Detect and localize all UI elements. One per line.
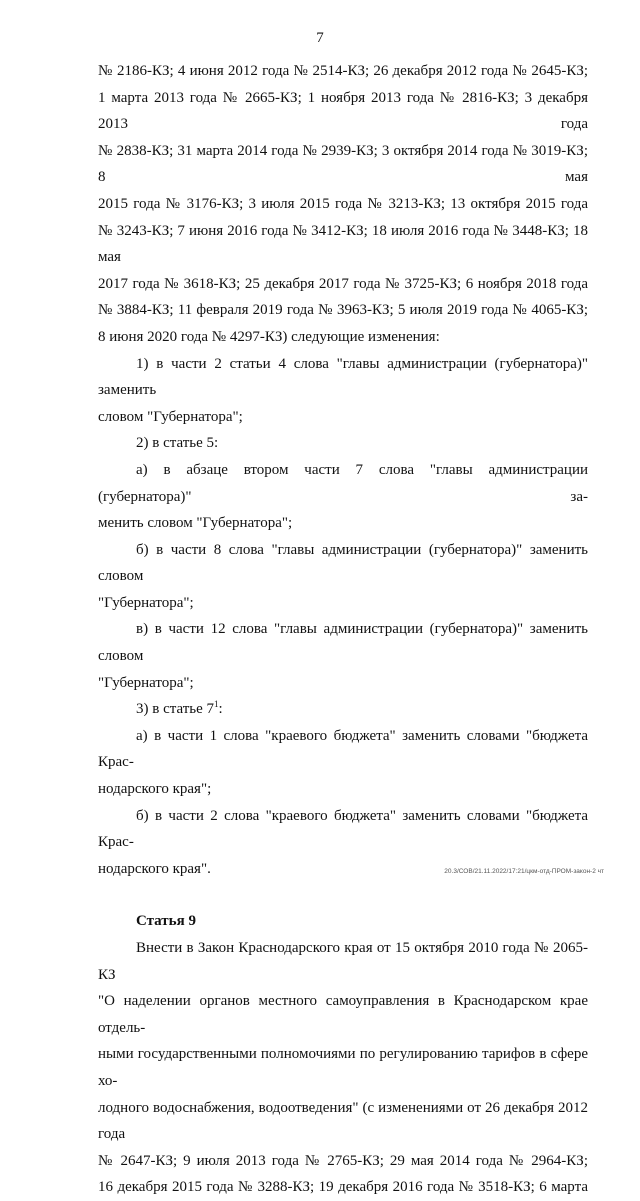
article-text-line: лодного водоснабжения, водоотведения" (с изменениями от 26 декабря 2012 года — [98, 1099, 588, 1143]
amendment-subitem-cont: "Губернатора"; — [98, 594, 194, 611]
amendment-item: 1) в части 2 статьи 4 слова "главы администрации (губернатора)" заменить — [98, 355, 588, 399]
amendment-item: 2) в статье 5: — [136, 435, 219, 452]
item-text: 3) в статье 7 — [136, 701, 215, 718]
article-text-line: Внести в Закон Краснодарского края от 15 октября 2010 года № 2065-КЗ — [98, 940, 588, 983]
amendment-item — [98, 696, 588, 723]
article-text-line: 16 декабря 2015 года № 3288-КЗ; 19 декабря 2016 года № 3518-КЗ; 6 марта — [98, 1179, 588, 1196]
amendment-subitem-cont: нодарского края"; — [98, 781, 212, 798]
article-text-line: "О наделении органов местного самоуправления в Краснодарском крае отдель- — [98, 993, 588, 1036]
article-heading: Статья 9 — [136, 913, 196, 930]
text-line: 1 марта 2013 года № 2665-КЗ; 1 ноября 2013 года № 2816-КЗ; 3 декабря 2013 года — [98, 89, 588, 133]
text-line: № 2838-КЗ; 31 марта 2014 года № 2939-КЗ; 3 октября 2014 года № 3019-КЗ; 8 мая — [98, 142, 588, 186]
text-line: № 3243-КЗ; 7 июня 2016 года № 3412-КЗ; 18 июля 2016 года № 3448-КЗ; 18 мая — [98, 222, 588, 266]
text-line: 8 июня 2020 года № 4297-КЗ) следующие изменения: — [98, 328, 440, 345]
amendment-subitem-cont: "Губернатора"; — [98, 674, 194, 691]
footer-code: 20.3/СОВ/21.11.2022/17:21/цкм-отд-ПРОМ-закон-2 чт — [444, 868, 604, 875]
document-body — [98, 58, 588, 1201]
superscript: 1 — [214, 699, 219, 710]
text-line: 2017 года № 3618-КЗ; 25 декабря 2017 года № 3725-КЗ; 6 ноября 2018 года — [98, 275, 588, 292]
text-line: № 2186-КЗ; 4 июня 2012 года № 2514-КЗ; 26 декабря 2012 года № 2645-КЗ; — [98, 63, 588, 79]
text-line: № 3884-КЗ; 11 февраля 2019 года № 3963-КЗ; 5 июля 2019 года № 4065-КЗ; — [98, 302, 588, 319]
amendment-subitem: а) в абзаце втором части 7 слова "главы администрации (губернатора)" за- — [98, 461, 588, 505]
amendment-subitem: б) в части 8 слова "главы администрации (губернатора)" заменить словом — [98, 541, 588, 585]
amendment-subitem-cont: менить словом "Губернатора"; — [98, 515, 293, 532]
item-text-tail: : — [218, 701, 223, 718]
page-number: 7 — [316, 30, 324, 46]
article-text-line: ными государственными полномочиями по регулированию тарифов в сфере хо- — [98, 1046, 588, 1089]
amendment-subitem-cont: нодарского края". — [98, 860, 211, 877]
text-line: 2015 года № 3176-КЗ; 3 июля 2015 года № 3213-КЗ; 13 октября 2015 года — [98, 195, 588, 212]
amendment-subitem: а) в части 1 слова "краевого бюджета" заменить словами "бюджета Крас- — [98, 727, 588, 771]
amendment-subitem: в) в части 12 слова "главы администрации (губернатора)" заменить словом — [98, 621, 588, 665]
article-text-line: № 2647-КЗ; 9 июля 2013 года № 2765-КЗ; 29 мая 2014 года № 2964-КЗ; — [98, 1152, 588, 1169]
amendment-subitem: б) в части 2 слова "краевого бюджета" заменить словами "бюджета Крас- — [98, 807, 588, 851]
amendment-item-cont: словом "Губернатора"; — [98, 408, 243, 425]
